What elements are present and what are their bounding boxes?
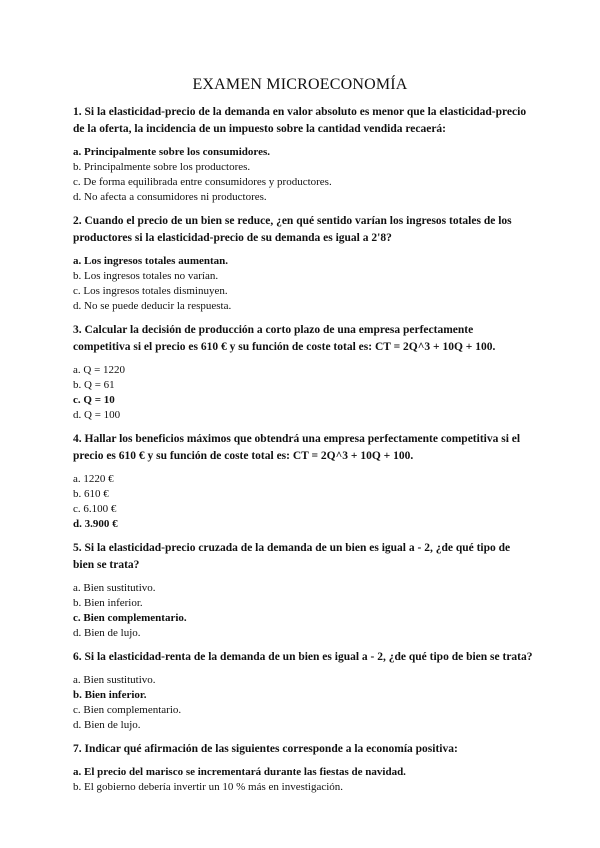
answer-option: c. Los ingresos totales disminuyen. bbox=[73, 285, 228, 297]
answer-option: b. Bien inferior. bbox=[73, 597, 143, 609]
answer-option-correct: c. Q = 10 bbox=[73, 394, 115, 406]
answer-option-correct: a. Los ingresos totales aumentan. bbox=[73, 255, 229, 267]
answer-option: b. 610 € bbox=[73, 488, 109, 500]
answer-option: a. Bien sustitutivo. bbox=[73, 674, 156, 686]
answer-option-correct: c. Bien complementario. bbox=[73, 612, 187, 624]
answer-option: b. El gobierno debería invertir un 10 % más en investigación. bbox=[73, 781, 344, 793]
answer-option: d. No afecta a consumidores ni productores. bbox=[73, 191, 267, 203]
answer-option: d. Bien de lujo. bbox=[73, 627, 141, 639]
question-block bbox=[73, 649, 533, 733]
question-text: 3. Calcular la decisión de producción a corto plazo de una empresa perfectamente competitiva si el precio es 610 € y su función de coste total es: CT = 2Q^3 + 10Q + 100. bbox=[73, 324, 496, 353]
question-text: 2. Cuando el precio de un bien se reduce, ¿en qué sentido varían los ingresos totales de los productores si la elasticidad-precio de su demanda es igual a 2'8? bbox=[73, 215, 512, 244]
question-text: 4. Hallar los beneficios máximos que obtendrá una empresa perfectamente competitiva si el precio es 610 € y su función de coste total es: CT = 2Q^3 + 10Q + 100. bbox=[73, 433, 521, 462]
answer-option: a. Bien sustitutivo. bbox=[73, 582, 156, 594]
answer-option-correct: d. 3.900 € bbox=[73, 518, 118, 530]
answer-option: c. Bien complementario. bbox=[73, 704, 182, 716]
answer-option: d. Bien de lujo. bbox=[73, 719, 141, 731]
answer-option: c. De forma equilibrada entre consumidores y productores. bbox=[73, 176, 332, 188]
question-list bbox=[73, 104, 533, 803]
answer-option: d. Q = 100 bbox=[73, 409, 121, 421]
answer-option: b. Los ingresos totales no varían. bbox=[73, 270, 219, 282]
answer-option: d. No se puede deducir la respuesta. bbox=[73, 300, 232, 312]
question-block bbox=[73, 104, 533, 205]
question-block bbox=[73, 431, 533, 532]
question-text: 1. Si la elasticidad-precio de la demanda en valor absoluto es menor que la elasticidad-precio de la oferta, la incidencia de un impuesto sobre la cantidad vendida recaerá: bbox=[73, 106, 527, 135]
answer-option: c. 6.100 € bbox=[73, 503, 117, 515]
question-text: 5. Si la elasticidad-precio cruzada de la demanda de un bien es igual a - 2, ¿de qué tipo de bien se trata? bbox=[73, 542, 511, 571]
question-text: 7. Indicar qué afirmación de las siguientes corresponde a la economía positiva: bbox=[73, 743, 458, 755]
answer-option: b. Principalmente sobre los productores. bbox=[73, 161, 251, 173]
page-title: EXAMEN MICROECONOMÍA bbox=[192, 76, 408, 93]
answer-option-correct: b. Bien inferior. bbox=[73, 689, 147, 701]
question-block bbox=[73, 213, 533, 314]
answer-option: a. Q = 1220 bbox=[73, 364, 126, 376]
question-block bbox=[73, 741, 533, 795]
answer-option: a. 1220 € bbox=[73, 473, 114, 485]
question-text: 6. Si la elasticidad-renta de la demanda de un bien es igual a - 2, ¿de qué tipo de bien se trata? bbox=[73, 651, 533, 663]
question-block bbox=[73, 322, 533, 423]
answer-option-correct: a. Principalmente sobre los consumidores. bbox=[73, 146, 270, 158]
answer-option-correct: a. El precio del marisco se incrementará durante las fiestas de navidad. bbox=[73, 766, 406, 778]
answer-option: b. Q = 61 bbox=[73, 379, 115, 391]
question-block bbox=[73, 540, 533, 641]
